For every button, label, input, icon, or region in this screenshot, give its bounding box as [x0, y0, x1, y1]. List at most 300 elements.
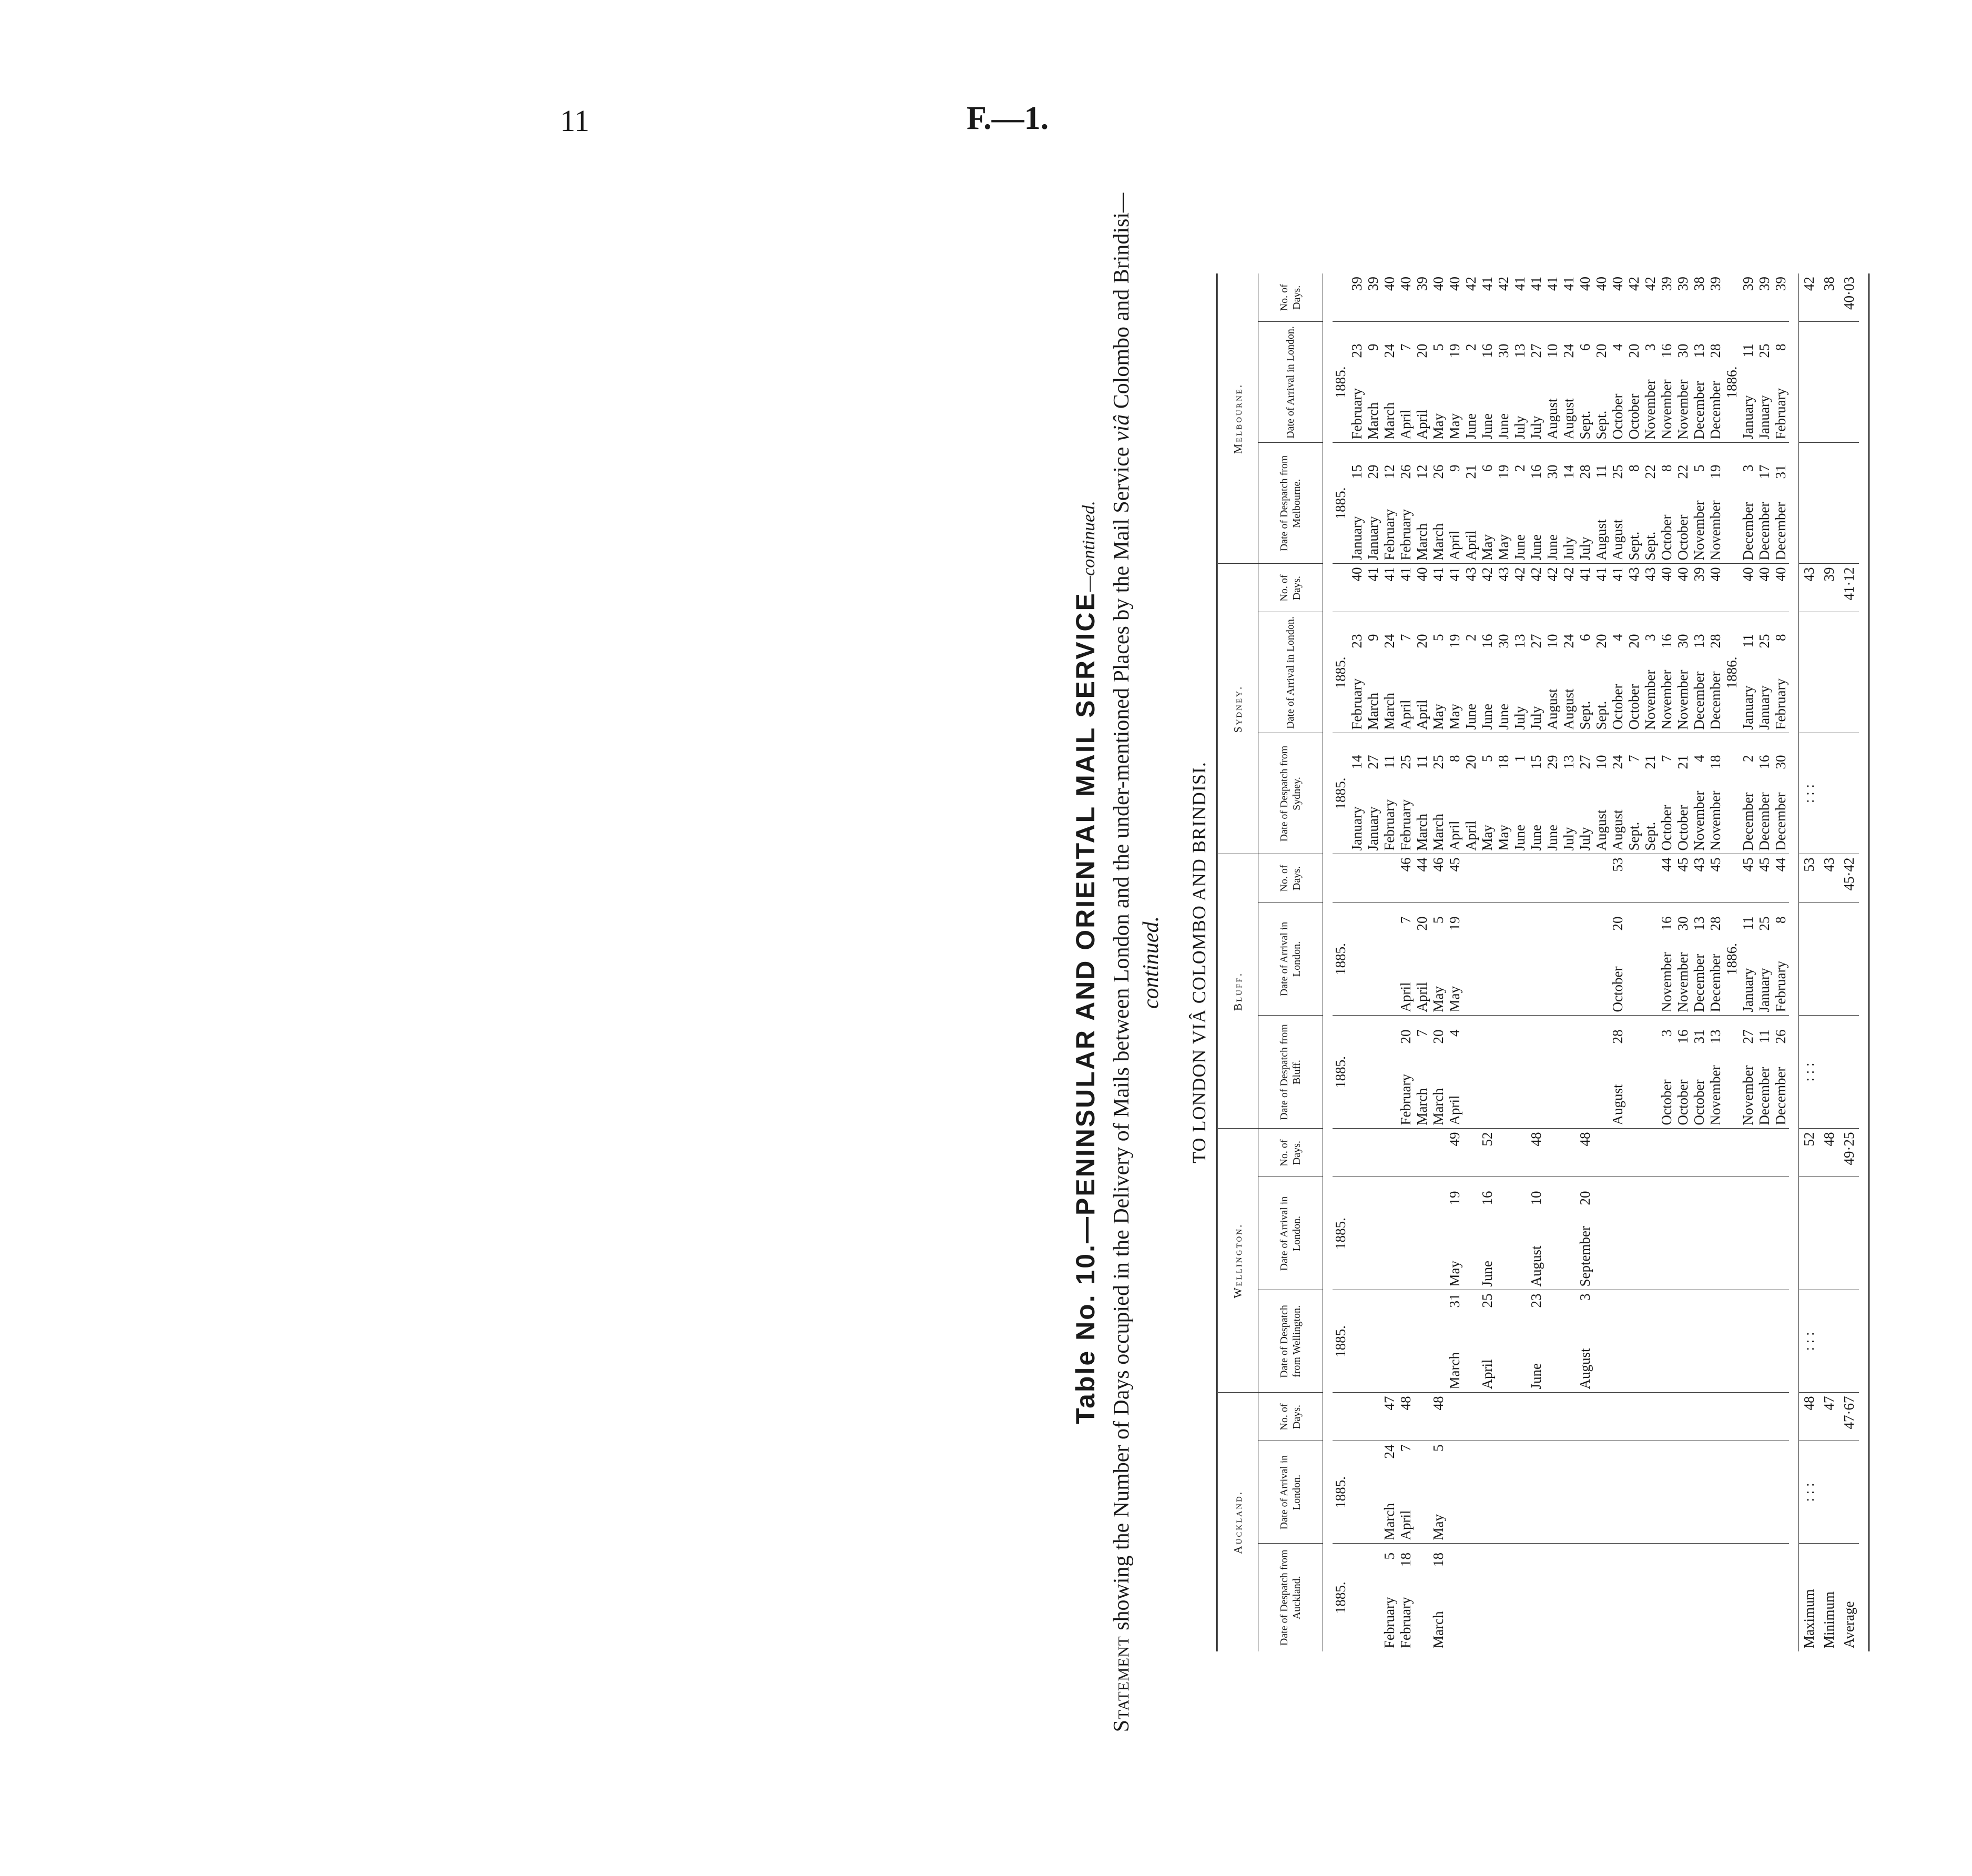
date-month: February	[1381, 799, 1397, 851]
group-melbourne: Melbourne.	[1217, 273, 1258, 564]
date-cell	[1479, 1016, 1496, 1129]
date-day: 30	[1496, 634, 1511, 648]
date-day: 24	[1610, 755, 1625, 769]
date-month: March	[1430, 1088, 1446, 1125]
date-cell	[1479, 612, 1496, 733]
date-month: August	[1561, 398, 1577, 440]
date-cell	[1610, 1177, 1626, 1290]
summary-body	[1789, 273, 1869, 1651]
date-day: 20	[1593, 343, 1609, 358]
date-day: 13	[1707, 1029, 1723, 1044]
table-row	[1626, 273, 1642, 1651]
date-day: 25	[1756, 634, 1772, 648]
year-cell	[1724, 443, 1740, 564]
date-month: December	[1756, 502, 1772, 561]
date-month: July	[1512, 415, 1528, 440]
days-cell: 40	[1756, 564, 1773, 612]
date-day: 5	[1430, 1444, 1446, 1452]
year-cell: 1885.	[1333, 1177, 1349, 1290]
date-month: August	[1544, 688, 1560, 730]
date-month: January	[1740, 395, 1756, 440]
date-month: April	[1398, 409, 1414, 440]
date-day: 11	[1593, 464, 1609, 479]
days-cell	[1675, 1393, 1691, 1441]
date-cell	[1691, 322, 1707, 443]
date-month: April	[1398, 699, 1414, 730]
date-cell	[1659, 443, 1675, 564]
date-day: 15	[1349, 464, 1365, 479]
date-cell	[1610, 322, 1626, 443]
date-month: August	[1593, 809, 1609, 851]
date-cell	[1381, 443, 1398, 564]
date-cell	[1593, 733, 1610, 854]
group-auckland: Auckland.	[1217, 1393, 1258, 1651]
date-day: 19	[1447, 916, 1462, 931]
days-cell: 43	[1642, 564, 1659, 612]
days-cell: 46	[1430, 854, 1447, 902]
date-cell	[1610, 443, 1626, 564]
date-month: November	[1707, 790, 1723, 851]
date-cell	[1610, 1441, 1626, 1544]
days-cell	[1479, 1393, 1496, 1441]
summary-value: 48	[1799, 1393, 1819, 1441]
date-cell	[1479, 1290, 1496, 1393]
date-cell	[1577, 322, 1593, 443]
date-cell	[1675, 443, 1691, 564]
date-day: 16	[1675, 1029, 1691, 1044]
date-month: June	[1544, 534, 1560, 561]
days-cell: 41	[1561, 273, 1577, 322]
date-month: May	[1430, 413, 1446, 440]
col-arrival-london: Date of Arrival in London.	[1258, 1177, 1323, 1290]
date-cell	[1544, 1177, 1561, 1290]
date-month: April	[1463, 530, 1479, 561]
date-cell	[1430, 733, 1447, 854]
date-day: 9	[1365, 343, 1381, 351]
date-month: November	[1642, 670, 1658, 730]
date-day: 2	[1463, 343, 1479, 351]
date-day: 25	[1756, 916, 1772, 931]
days-cell: 41	[1430, 564, 1447, 612]
date-cell	[1463, 1290, 1479, 1393]
date-cell	[1496, 733, 1512, 854]
date-cell	[1398, 1290, 1414, 1393]
spacer-row	[1789, 273, 1799, 1651]
date-cell	[1659, 1544, 1675, 1651]
date-cell	[1479, 443, 1496, 564]
date-cell	[1561, 1016, 1577, 1129]
date-cell	[1512, 902, 1528, 1016]
date-cell	[1740, 1544, 1756, 1651]
date-day: 14	[1561, 464, 1577, 479]
date-cell	[1691, 443, 1707, 564]
year-cell: 1886.	[1724, 902, 1740, 1016]
days-cell: 41	[1365, 564, 1381, 612]
date-month: February	[1349, 678, 1365, 730]
statement-continued: —continued.	[1110, 192, 1163, 1009]
year-cell	[1724, 1016, 1740, 1129]
days-cell	[1593, 854, 1610, 902]
date-cell	[1561, 733, 1577, 854]
date-month: May	[1479, 825, 1495, 851]
days-cell: 52	[1479, 1129, 1496, 1177]
date-cell	[1349, 902, 1365, 1016]
date-cell	[1414, 1441, 1430, 1544]
date-month: June	[1512, 825, 1528, 851]
date-day: 5	[1430, 343, 1446, 351]
date-cell	[1365, 1177, 1381, 1290]
date-cell	[1398, 1544, 1414, 1651]
date-cell	[1707, 1544, 1724, 1651]
days-cell: 38	[1691, 273, 1707, 322]
days-cell: 41	[1593, 564, 1610, 612]
days-cell: 39	[1414, 273, 1430, 322]
days-cell	[1512, 1129, 1528, 1177]
date-cell	[1463, 1177, 1479, 1290]
date-cell	[1447, 612, 1463, 733]
date-cell	[1577, 443, 1593, 564]
date-cell	[1642, 1544, 1659, 1651]
date-cell	[1447, 443, 1463, 564]
date-cell	[1381, 1544, 1398, 1651]
summary-value: 49·25	[1839, 1129, 1859, 1177]
table-body	[1323, 273, 1790, 1651]
table-row	[1512, 273, 1528, 1651]
date-day: 9	[1365, 634, 1381, 641]
date-day: 25	[1756, 343, 1772, 358]
date-cell	[1414, 443, 1430, 564]
date-month: November	[1691, 500, 1707, 561]
date-cell	[1479, 1441, 1496, 1544]
days-cell	[1593, 1393, 1610, 1441]
table-row	[1756, 273, 1773, 1651]
date-cell	[1528, 1290, 1544, 1393]
col-days: No. of Days.	[1258, 1393, 1323, 1441]
table-row	[1593, 273, 1610, 1651]
days-cell: 45	[1675, 854, 1691, 902]
date-cell	[1398, 1441, 1414, 1544]
date-cell	[1512, 612, 1528, 733]
days-cell: 39	[1773, 273, 1789, 322]
days-cell: 43	[1626, 564, 1642, 612]
date-month: August	[1593, 519, 1609, 561]
statement	[1107, 184, 1166, 1741]
days-cell: 49	[1447, 1129, 1463, 1177]
date-cell	[1642, 1016, 1659, 1129]
date-month: November	[1707, 500, 1723, 561]
date-month: January	[1756, 968, 1772, 1012]
date-month: July	[1577, 827, 1593, 851]
year-cell	[1724, 733, 1740, 854]
date-month: April	[1414, 982, 1430, 1012]
date-cell	[1691, 1290, 1707, 1393]
year-row	[1333, 273, 1349, 1651]
date-cell	[1626, 443, 1642, 564]
date-cell	[1642, 1441, 1659, 1544]
date-cell	[1756, 322, 1773, 443]
date-day: 13	[1691, 916, 1707, 931]
date-cell	[1740, 1290, 1756, 1393]
date-cell	[1626, 733, 1642, 854]
date-cell	[1398, 443, 1414, 564]
date-day: 11	[1414, 755, 1430, 769]
date-cell	[1626, 322, 1642, 443]
days-cell	[1479, 854, 1496, 902]
days-cell: 42	[1642, 273, 1659, 322]
date-month: December	[1740, 502, 1756, 561]
date-month: April	[1447, 530, 1462, 561]
date-month: December	[1773, 792, 1788, 851]
date-cell	[1773, 1290, 1789, 1393]
days-cell	[1642, 1129, 1659, 1177]
date-cell	[1577, 1290, 1593, 1393]
days-cell: 41	[1610, 564, 1626, 612]
date-cell	[1577, 1544, 1593, 1651]
date-day: 13	[1691, 634, 1707, 648]
date-day: 21	[1463, 464, 1479, 479]
date-month: May	[1430, 704, 1446, 730]
date-cell	[1365, 1016, 1381, 1129]
date-cell	[1561, 1441, 1577, 1544]
date-cell	[1544, 612, 1561, 733]
date-cell	[1528, 612, 1544, 733]
days-cell	[1528, 1393, 1544, 1441]
days-cell: 45	[1707, 854, 1724, 902]
days-cell: 40	[1773, 564, 1789, 612]
date-day: 28	[1707, 343, 1723, 358]
table-row	[1642, 273, 1659, 1651]
date-day: 1	[1512, 755, 1528, 762]
date-month: December	[1740, 792, 1756, 851]
days-cell	[1463, 1393, 1479, 1441]
date-cell	[1365, 902, 1381, 1016]
date-cell	[1479, 733, 1496, 854]
table-row	[1349, 273, 1365, 1651]
date-day: 20	[1414, 634, 1430, 648]
date-month: March	[1414, 1088, 1430, 1125]
date-cell	[1642, 1177, 1659, 1290]
date-cell	[1544, 443, 1561, 564]
date-day: 8	[1626, 464, 1642, 472]
date-day: 30	[1675, 634, 1691, 648]
date-month: October	[1610, 684, 1625, 730]
year-cell: 1885.	[1333, 1441, 1349, 1544]
date-cell	[1740, 322, 1756, 443]
date-cell	[1414, 322, 1430, 443]
date-day: 27	[1365, 755, 1381, 769]
date-cell	[1707, 322, 1724, 443]
date-month: December	[1707, 381, 1723, 440]
date-day: 20	[1610, 916, 1625, 931]
date-month: January	[1740, 685, 1756, 730]
date-cell	[1561, 1290, 1577, 1393]
date-day: 20	[1577, 1191, 1593, 1205]
date-month: March	[1414, 523, 1430, 561]
date-month: July	[1561, 536, 1577, 561]
date-cell	[1381, 1441, 1398, 1544]
col-arrival-london: Date of Arrival in London.	[1258, 902, 1323, 1016]
date-day: 26	[1430, 464, 1446, 479]
date-cell	[1659, 733, 1675, 854]
days-cell: 39	[1365, 273, 1381, 322]
date-month: January	[1349, 806, 1365, 851]
date-day: 16	[1479, 634, 1495, 648]
days-cell: 42	[1479, 564, 1496, 612]
days-cell	[1707, 1129, 1724, 1177]
days-cell: 39	[1740, 273, 1756, 322]
date-cell	[1463, 1441, 1479, 1544]
table-row	[1381, 273, 1398, 1651]
date-day: 6	[1479, 464, 1495, 472]
route-heading: TO LONDON VIÂ COLOMBO AND BRINDISI.	[1188, 762, 1209, 1163]
days-cell	[1773, 1129, 1789, 1177]
date-month: July	[1528, 706, 1544, 730]
days-cell: 48	[1398, 1393, 1414, 1441]
year-cell: 1885.	[1333, 322, 1349, 443]
date-cell	[1626, 612, 1642, 733]
date-day: 7	[1398, 343, 1414, 351]
date-month: January	[1365, 516, 1381, 561]
summary-row-average	[1839, 273, 1859, 1651]
date-month: May	[1447, 1261, 1462, 1287]
col-days: No. of Days.	[1258, 564, 1323, 612]
date-cell	[1512, 1441, 1528, 1544]
date-cell	[1593, 1177, 1610, 1290]
date-cell	[1463, 443, 1479, 564]
date-day: 27	[1528, 634, 1544, 648]
days-cell: 43	[1463, 564, 1479, 612]
table-row	[1561, 273, 1577, 1651]
year-cell	[1724, 1290, 1740, 1393]
date-cell	[1561, 612, 1577, 733]
date-cell	[1675, 1290, 1691, 1393]
date-day: 5	[1479, 755, 1495, 762]
date-month: June	[1479, 413, 1495, 440]
date-cell	[1544, 1544, 1561, 1651]
date-day: 3	[1642, 634, 1658, 641]
date-cell	[1381, 733, 1398, 854]
spacer-row	[1323, 273, 1333, 1651]
date-cell	[1512, 1177, 1528, 1290]
date-day: 24	[1381, 343, 1397, 358]
table-title-continued: —continued.	[1079, 501, 1099, 592]
date-day: 11	[1381, 755, 1397, 769]
date-cell	[1398, 1016, 1414, 1129]
date-day: 16	[1756, 755, 1772, 769]
table-row	[1365, 273, 1381, 1651]
year-cell	[1724, 273, 1740, 322]
date-day: 16	[1659, 916, 1674, 931]
table-row	[1463, 273, 1479, 1651]
date-cell	[1544, 1441, 1561, 1544]
date-day: 27	[1577, 755, 1593, 769]
date-day: 20	[1593, 634, 1609, 648]
days-cell: 40	[1447, 273, 1463, 322]
date-day: 16	[1659, 634, 1674, 648]
days-cell	[1577, 1393, 1593, 1441]
date-cell	[1773, 1177, 1789, 1290]
date-month: December	[1691, 671, 1707, 730]
date-day: 25	[1479, 1293, 1495, 1308]
date-cell	[1642, 733, 1659, 854]
summary-value: 47	[1819, 1393, 1839, 1441]
date-month: April	[1414, 409, 1430, 440]
days-cell	[1691, 1393, 1707, 1441]
days-cell: 40	[1610, 273, 1626, 322]
days-cell: 41	[1544, 273, 1561, 322]
date-cell	[1707, 902, 1724, 1016]
date-cell	[1659, 322, 1675, 443]
date-month: August	[1577, 1348, 1593, 1390]
col-days: No. of Days.	[1258, 1129, 1323, 1177]
date-cell	[1544, 1016, 1561, 1129]
date-cell	[1642, 902, 1659, 1016]
date-cell	[1740, 443, 1756, 564]
date-cell	[1349, 612, 1365, 733]
year-row	[1724, 273, 1740, 1651]
date-month: Sept.	[1626, 822, 1642, 851]
days-cell: 41	[1528, 273, 1544, 322]
date-month: Sept.	[1642, 822, 1658, 851]
days-cell: 40	[1349, 564, 1365, 612]
date-day: 26	[1773, 1029, 1788, 1044]
days-cell	[1610, 1393, 1626, 1441]
date-day: 10	[1528, 1191, 1544, 1205]
date-cell	[1349, 1544, 1365, 1651]
date-month: December	[1756, 1067, 1772, 1125]
table-row	[1430, 273, 1447, 1651]
date-month: November	[1675, 952, 1691, 1012]
date-cell	[1756, 612, 1773, 733]
date-month: November	[1675, 379, 1691, 440]
date-day: 27	[1740, 1029, 1756, 1044]
days-cell	[1365, 854, 1381, 902]
date-month: September	[1577, 1226, 1593, 1287]
date-day: 26	[1398, 464, 1414, 479]
date-cell	[1707, 1441, 1724, 1544]
days-cell: 40	[1381, 273, 1398, 322]
date-day: 4	[1610, 343, 1625, 351]
date-cell	[1675, 733, 1691, 854]
date-month: October	[1610, 393, 1625, 440]
table-row	[1577, 273, 1593, 1651]
days-cell: 48	[1430, 1393, 1447, 1441]
date-cell	[1365, 1441, 1381, 1544]
date-cell	[1740, 1016, 1756, 1129]
date-day: 18	[1496, 755, 1511, 769]
days-cell	[1463, 1129, 1479, 1177]
date-month: November	[1707, 1065, 1723, 1125]
date-cell	[1773, 733, 1789, 854]
date-month: November	[1659, 670, 1674, 730]
days-cell	[1544, 1129, 1561, 1177]
days-cell	[1577, 854, 1593, 902]
date-day: 18	[1430, 1553, 1446, 1567]
date-month: November	[1740, 1065, 1756, 1125]
table-row	[1773, 273, 1789, 1651]
date-cell	[1691, 1016, 1707, 1129]
year-cell: 1886.	[1724, 612, 1740, 733]
date-cell	[1756, 1177, 1773, 1290]
col-arrival-london: Date of Arrival in London.	[1258, 612, 1323, 733]
table-row	[1414, 273, 1430, 1651]
date-cell	[1773, 902, 1789, 1016]
date-month: March	[1381, 693, 1397, 730]
date-cell	[1496, 1441, 1512, 1544]
summary-value: 43	[1819, 854, 1839, 902]
date-day: 8	[1447, 755, 1462, 762]
date-cell	[1626, 1441, 1642, 1544]
